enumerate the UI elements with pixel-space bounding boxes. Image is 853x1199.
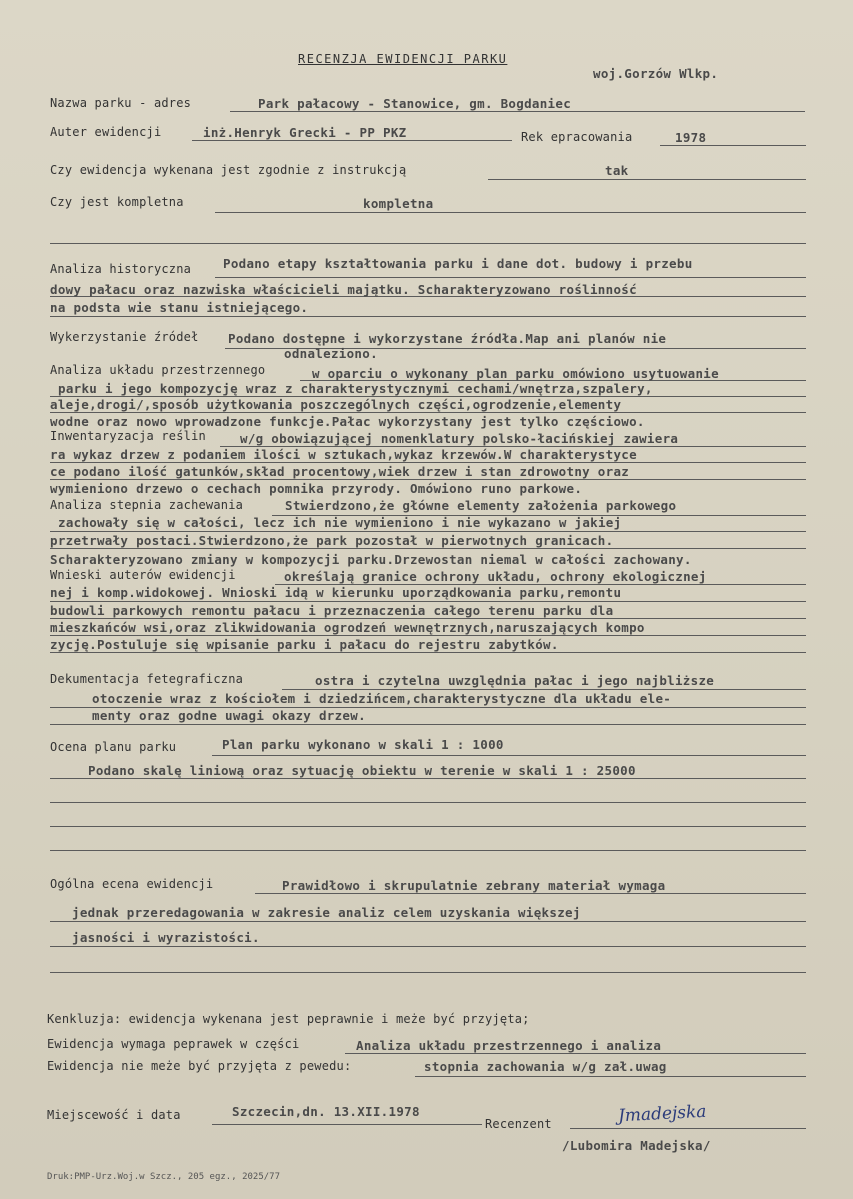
conservation-text-4: Scharakteryzowano zmiany w kompozycji parku.Drzewostan niemal w całości zachowany. xyxy=(50,552,692,567)
conclusions-text-4: mieszkańców wsi,oraz zlikwidowania ogrodzeń wewnętrznych,naruszających kompo xyxy=(50,620,645,635)
historical-line-1 xyxy=(215,277,806,278)
conclusions-line-2 xyxy=(50,601,806,602)
historical-text-2: dowy pałacu oraz nazwiska właścicieli majątku. Scharakteryzowano roślinność xyxy=(50,282,637,297)
overall-text-1: Prawidłowo i skrupulatnie zebrany materiał wymaga xyxy=(282,878,666,893)
blank-line xyxy=(50,243,806,244)
overall-text-3: jasności i wyrazistości. xyxy=(72,930,260,945)
conclusions-text-2: nej i komp.widokowej. Wnioski idą w kierunku uporządkowania parku,remontu xyxy=(50,585,622,600)
inventory-label: Inwentaryzacja reślin xyxy=(50,429,206,443)
photo-text-1: ostra i czytelna uwzględnia pałac i jego najbliższe xyxy=(315,673,715,688)
conclusions-text-3: budowli parkowych remontu pałacu i przeznaczenia całego terenu parku dla xyxy=(50,603,614,618)
region-value: woj.Gorzów Wlkp. xyxy=(593,66,719,81)
reviewer-signature: Jmadejska xyxy=(617,1101,707,1127)
conclusions-text-5: zycję.Postuluje się wpisanie parku i pałacu do rejestru zabytków. xyxy=(50,637,559,652)
inventory-text-2: ra wykaz drzew z podaniem ilości w sztukach,wykaz krzewów.W charakterystyce xyxy=(50,447,637,462)
spatial-line-3 xyxy=(50,412,806,413)
photo-label: Dekumentacja fetegraficzna xyxy=(50,672,244,686)
park-name-line xyxy=(230,111,805,112)
photo-text-2: otoczenie wraz z kościołem i dziedzińcem,charakterystyczne dla układu ele- xyxy=(92,691,672,706)
conclusions-line-4 xyxy=(50,635,806,636)
photo-text-3: menty oraz godne uwagi okazy drzew. xyxy=(92,708,366,723)
overall-line-2 xyxy=(50,921,806,922)
photo-line-3 xyxy=(50,724,806,725)
reviewer-label: Recenzent xyxy=(485,1117,552,1131)
fix-line xyxy=(345,1053,806,1054)
historical-line-3 xyxy=(50,316,806,317)
form-title: RECENZJA EWIDENCJI PARKU xyxy=(298,52,508,66)
plan-text-2: Podano skalę liniową oraz sytuację obiektu w terenie w skali 1 : 25000 xyxy=(88,763,636,778)
historical-text-3: na podsta wie stanu istniejącego. xyxy=(50,300,309,315)
fix-value: Analiza układu przestrzennego i analiza xyxy=(356,1038,662,1053)
inventory-text-3: ce podano ilość gatunków,skład procentowy,wiek drzew i stan zdrowotny oraz xyxy=(50,464,630,479)
year-value: 1978 xyxy=(675,130,707,145)
complete-label: Czy jest kompletna xyxy=(50,195,184,209)
conservation-text-2: zachowały się w całości, lecz ich nie wymieniono i nie wykazano w jakiej xyxy=(58,515,622,530)
overall-label: Ogólna ecena ewidencji xyxy=(50,877,214,891)
year-label: Rek epracowania xyxy=(521,130,633,144)
instruction-label: Czy ewidencja wykenana jest zgodnie z instrukcją xyxy=(50,163,407,177)
park-name-value: Park pałacowy - Stanowice, gm. Bogdaniec xyxy=(258,96,572,111)
sources-text-1: Podano dostępne i wykorzystane źródła.Map ani planów nie xyxy=(228,331,667,346)
conclusion-ok-line: Kenkluzja: ewidencja wykenana jest peprawnie i meże być przyjęta; xyxy=(47,1012,530,1026)
author-value: inż.Henryk Grecki - PP PKZ xyxy=(203,125,407,140)
sources-label: Wykerzystanie źródeł xyxy=(50,330,199,344)
spatial-label: Analiza układu przestrzennego xyxy=(50,363,266,377)
reject-value: stopnia zachowania w/g zał.uwag xyxy=(424,1059,667,1074)
inventory-text-1: w/g obowiązującej nomenklatury polsko-łacińskiej zawiera xyxy=(240,431,679,446)
conservation-line-2 xyxy=(50,531,806,532)
overall-line-1 xyxy=(255,893,806,894)
conclusions-line-3 xyxy=(50,618,806,619)
overall-text-2: jednak przeredagowania w zakresie analiz celem uzyskania większej xyxy=(72,905,581,920)
inventory-text-4: wymieniono drzewo o cechach pomnika przyrody. Omówiono runo parkowe. xyxy=(50,481,583,496)
spatial-text-2: parku i jego kompozycję wraz z charakterystycznymi cechami/wnętrza,szpalery, xyxy=(58,381,653,396)
inventory-line-3 xyxy=(50,479,806,480)
author-label: Auter ewidencji xyxy=(50,125,162,139)
plan-line-4 xyxy=(50,826,806,827)
instruction-value: tak xyxy=(605,163,629,178)
plan-label: Ocena planu parku xyxy=(50,740,177,754)
spatial-text-4: wodne oraz nowo wprowadzone funkcje.Pałac wykorzystany jest tylko częściowo. xyxy=(50,414,645,429)
historical-label: Analiza historyczna xyxy=(50,262,192,276)
spatial-text-3: aleje,drogi/,sposób użytkowania poszczególnych części,ogrodzenie,elementy xyxy=(50,397,622,412)
conservation-line-3 xyxy=(50,548,806,549)
reviewer-line xyxy=(570,1128,806,1129)
plan-line-3 xyxy=(50,802,806,803)
place-date-label: Miejscewość i data xyxy=(47,1108,181,1122)
reject-label: Ewidencja nie meże być przyjęta z pewedu: xyxy=(47,1059,352,1073)
conclusions-text-1: określają granice ochrony układu, ochrony ekologicznej xyxy=(284,569,707,584)
plan-text-1: Plan parku wykonano w skali 1 : 1000 xyxy=(222,737,504,752)
overall-line-4 xyxy=(50,972,806,973)
plan-line-1 xyxy=(212,755,806,756)
conservation-label: Analiza stepnia zachewania xyxy=(50,498,244,512)
complete-line xyxy=(215,212,806,213)
instruction-line xyxy=(488,179,806,180)
conclusions-line-5 xyxy=(50,652,806,653)
photo-line-1 xyxy=(282,689,806,690)
conservation-text-1: Stwierdzono,że główne elementy założenia parkowego xyxy=(285,498,677,513)
inventory-line-2 xyxy=(50,462,806,463)
year-line xyxy=(660,145,806,146)
complete-value: kompletna xyxy=(363,196,434,211)
fix-label: Ewidencja wymaga peprawek w części xyxy=(47,1037,300,1051)
place-date-value: Szczecin,dn. 13.XII.1978 xyxy=(232,1104,420,1119)
printer-note: Druk:PMP-Urz.Woj.w Szcz., 205 egz., 2025/77 xyxy=(47,1172,280,1182)
conclusions-label: Wnieski auterów ewidencji xyxy=(50,568,236,582)
sources-text-2: odnaleziono. xyxy=(284,346,378,361)
historical-text-1: Podano etapy kształtowania parku i dane dot. budowy i przebu xyxy=(223,256,693,271)
conservation-text-3: przetrwały postaci.Stwierdzono,że park pozostał w pierwotnych granicach. xyxy=(50,533,614,548)
author-line xyxy=(192,140,512,141)
spatial-text-1: w oparciu o wykonany plan parku omówiono usytuowanie xyxy=(312,366,719,381)
reviewer-name: /Lubomira Madejska/ xyxy=(562,1138,711,1153)
park-name-label: Nazwa parku - adres xyxy=(50,96,192,110)
overall-line-3 xyxy=(50,946,806,947)
plan-line-2 xyxy=(50,778,806,779)
place-date-line xyxy=(212,1124,482,1125)
plan-line-5 xyxy=(50,850,806,851)
reject-line xyxy=(415,1076,806,1077)
